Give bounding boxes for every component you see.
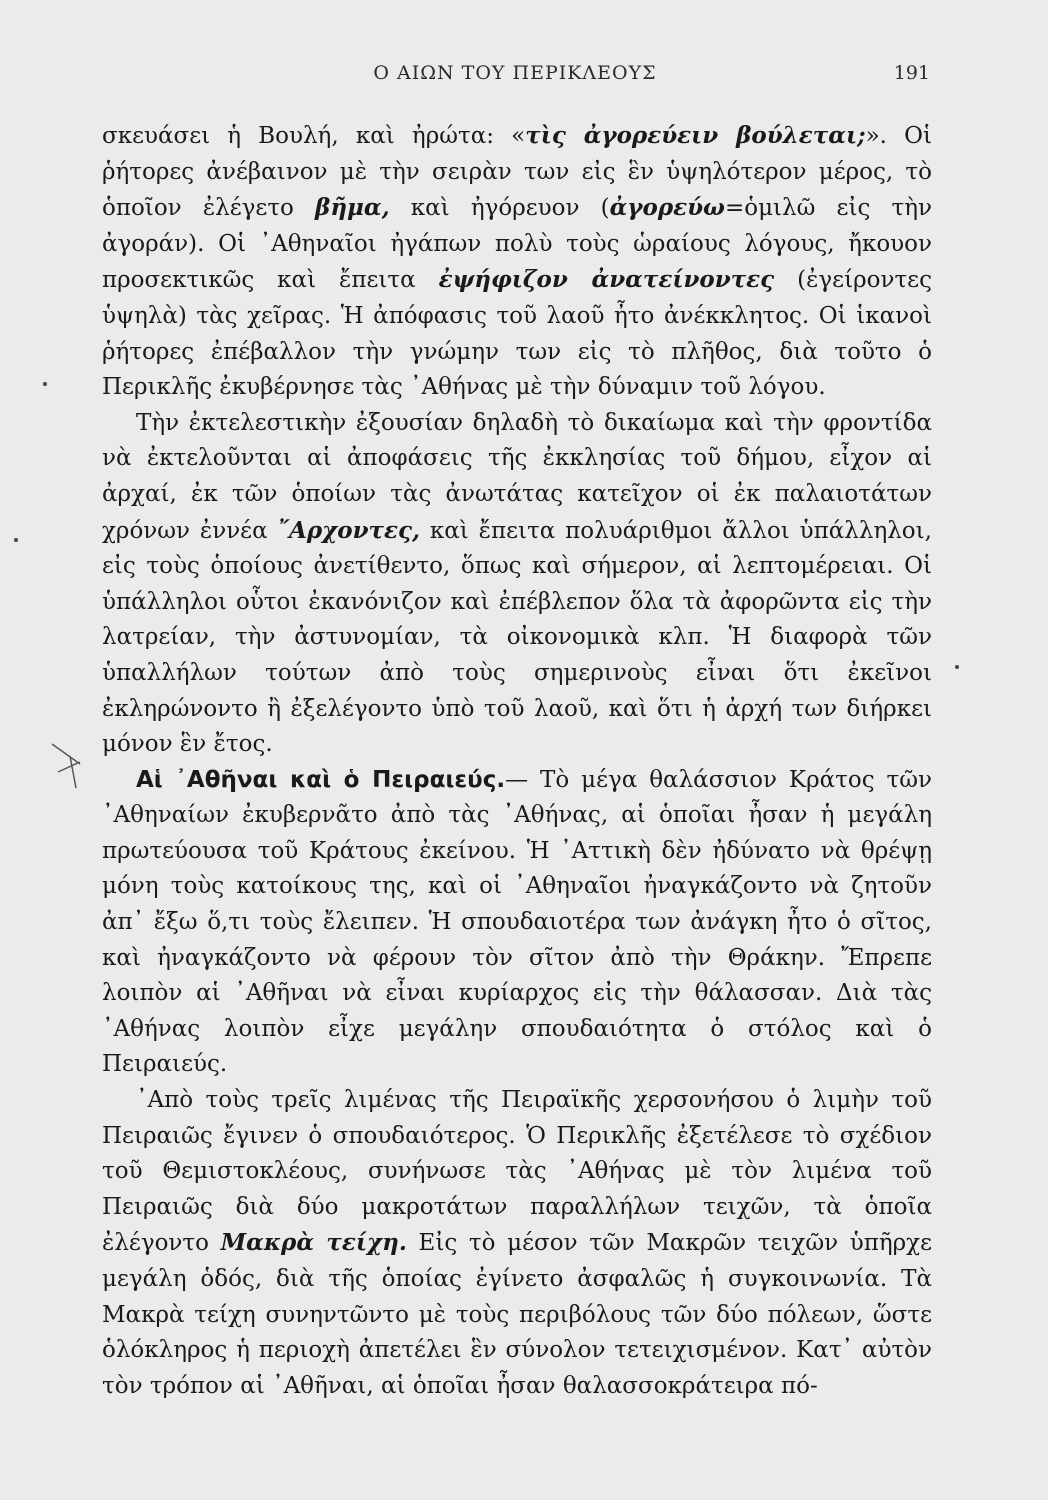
emphasized-term: βῆμα, — [315, 194, 390, 222]
paragraph — [102, 406, 932, 763]
text-run: ᾿Απὸ τοὺς τρεῖς λιμένας τῆς Πειραϊκῆς χερσονήσου ὁ λιμὴν τοῦ Πειραιῶς ἔγινεν ὁ σπουδαιότερος. Ὁ Περικλῆς ἐξετέλεσε τὸ σχέδιον τοῦ Θεμιστοκλέους, συνήνωσε τὰς ᾿Αθήνας μὲ τὸν λιμένα τοῦ Πειραιῶς διὰ δύο μακροτάτων παραλλήλων τειχῶν, τὰ ὁποῖα ἐλέγοντο — [102, 1087, 932, 1257]
text-run: — Τὸ μέγα θαλάσσιον Κράτος τῶν ᾿Αθηναίων ἐκυβερνᾶτο ἀπὸ τὰς ᾿Αθήνας, αἱ ὁποῖαι ἦσαν ἡ μεγάλη πρωτεύουσα τοῦ Κράτους ἐκείνου. Ἡ ᾿Αττικὴ δὲν ἠδύνατο νὰ θρέψῃ μόνη τοὺς κατοίκους της, καὶ οἱ ᾿Αθηναῖοι ἠναγκάζοντο νὰ ζητοῦν ἀπ᾿ ἔξω ὅ,τι τοὺς ἔλειπεν. Ἡ σπουδαιοτέρα των ἀνάγκη ἦτο ὁ σῖτος, καὶ ἠναγκάζοντο νὰ φέρουν τὸν σῖτον ἀπὸ τὴν Θράκην. Ἔπρεπε λοιπὸν αἱ ᾿Αθῆναι νὰ εἶναι κυρίαρχος εἰς τὴν θάλασσαν. Διὰ τὰς ᾿Αθήνας λοιπὸν εἶχε μεγάλην σπουδαιότητα ὁ στόλος καὶ ὁ Πειραιεύς. — [102, 766, 932, 1078]
section-heading: Αἱ ᾿Αθῆναι καὶ ὁ Πειραιεύς. — [136, 766, 506, 793]
text-run: σκευάσει ἡ Βουλή, καὶ ἠρώτα: « — [102, 123, 526, 149]
ink-speck — [43, 382, 47, 386]
text-run: (ἐγείροντες ὑψηλὰ) τὰς χεῖρας. Ἡ ἀπόφασις τοῦ λαοῦ ἦτο ἀνέκκλητος. Οἱ ἱκανοὶ ῥήτορες ἐπέβαλλον τὴν γνώμην των εἰς τὸ πλῆθος, διὰ τοῦτο ὁ Περικλῆς ἐκυβέρνησε τὰς ᾿Αθήνας μὲ τὴν δύναμιν τοῦ λόγου. — [102, 267, 932, 401]
emphasized-term: ῎Αρχοντες, — [277, 516, 421, 544]
pencil-annotation-mark — [50, 742, 90, 802]
ink-speck — [14, 538, 18, 542]
body-text — [102, 118, 932, 1404]
ink-speck — [955, 665, 959, 669]
paragraph — [102, 763, 932, 1083]
emphasized-term: ἀγορεύω — [609, 194, 725, 222]
text-run: καὶ ἠγόρευον ( — [389, 195, 610, 222]
emphasized-term: τὶς ἀγορεύειν βούλεται; — [525, 122, 866, 149]
text-run: ». Οἱ ῥήτορες ἀνέβαινον μὲ τὴν σειρὰν των εἰς ἓν ὑψηλότερον μέρος, τὸ ὁποῖον ἐλέγετο — [102, 123, 932, 222]
paragraph — [102, 1083, 932, 1404]
text-run: Τὴν ἐκτελεστικὴν ἐξουσίαν δηλαδὴ τὸ δικαίωμα καὶ τὴν φροντίδα νὰ ἐκτελοῦνται αἱ ἀποφάσεις τῆς ἐκκλησίας τοῦ δήμου, εἶχον αἱ ἀρχαί, ἐκ τῶν ὁποίων τὰς ἀνωτάτας κατεῖχον οἱ ἐκ παλαιοτάτων χρόνων ἐννέα — [102, 409, 932, 544]
paragraph — [102, 118, 932, 406]
text-run: Εἰς τὸ μέσον τῶν Μακρῶν τειχῶν ὑπῆρχε μεγάλη ὁδός, διὰ τῆς ὁποίας ἐγίνετο ἀσφαλῶς ἡ συγκοινωνία. Τὰ Μακρὰ τείχη συνηντῶντο μὲ τοὺς περιβόλους τῶν δύο πόλεων, ὥστε ὁλόκληρος ἡ περιοχὴ ἀπετέλει ἓν σύνολον τετειχισμένον. Κατ᾿ αὐτὸν τὸν τρόπον αἱ ᾿Αθῆναι, αἱ ὁποῖαι ἦσαν θαλασσοκράτειρα πό- — [102, 1230, 933, 1399]
page-header — [100, 62, 930, 90]
text-run: =ὁμιλῶ εἰς τὴν ἀγοράν). Οἱ ᾿Αθηναῖοι ἠγάπων πολὺ τοὺς ὡραίους λόγους, ἤκουον προσεκτικῶς καὶ ἔπειτα — [102, 195, 932, 294]
page-number: 191 — [893, 62, 930, 84]
text-run: καὶ ἔπειτα πολυάριθμοι ἄλλοι ὑπάλληλοι, εἰς τοὺς ὁποίους ἀνετίθεντο, ὅπως καὶ σήμερον, αἱ λεπτομέρειαι. Οἱ ὑπάλληλοι οὗτοι ἐκανόνιζον καὶ ἐπέβλεπον ὅλα τὰ ἀφορῶντα εἰς τὴν λατρείαν, τὴν ἀστυνομίαν, τὰ οἰκονομικὰ κλπ. Ἡ διαφορὰ τῶν ὑπαλλήλων τούτων ἀπὸ τοὺς σημερινοὺς εἶναι ὅτι ἐκεῖνοι ἐκληρώνοντο ἢ ἐξελέγοντο ὑπὸ τοῦ λαοῦ, καὶ ὅτι ἡ ἀρχή των διήρκει μόνον ἓν ἔτος. — [102, 517, 932, 758]
running-title: Ο ΑΙΩΝ ΤΟΥ ΠΕΡΙΚΛΕΟΥΣ — [373, 62, 657, 84]
emphasized-term: Μακρὰ τείχη. — [220, 1229, 407, 1257]
emphasized-term: ἐψήφιζον ἀνατείνοντες — [438, 266, 775, 294]
